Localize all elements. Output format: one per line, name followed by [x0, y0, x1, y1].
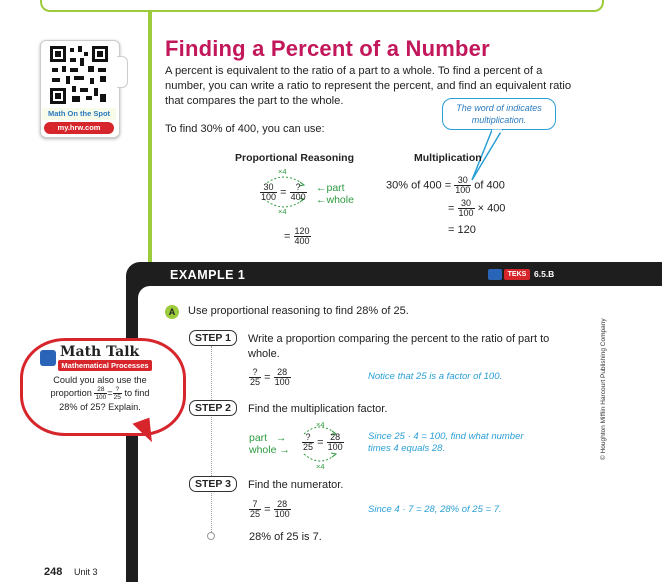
fraction: $\frac{30}{100}$ [261, 182, 277, 202]
callout-note: The word of indicates multiplication. [442, 98, 556, 130]
timeline-end-marker [207, 532, 215, 540]
part-a-marker: A [165, 305, 179, 319]
fraction: $\frac{7}{25}$ [250, 499, 261, 519]
times-bottom-label: ×4 [278, 207, 287, 216]
teks-badge: TEKS [504, 269, 530, 280]
math-talk-question: Could you also use the proportion $\frac{28}{100}$ = $\frac{?}{25}$ to find 28% of 25? Explain. [50, 375, 150, 412]
step-timeline [211, 346, 212, 536]
mult-line-1: 30% of 400 = $\frac{30}{100}$ of 400 [386, 175, 505, 195]
step-2-whole-label: whole → [249, 444, 290, 456]
proportion-equation: $\frac{30}{100}$ = $\frac{?}{400}$ [261, 182, 306, 202]
part-label: ←part [316, 182, 345, 194]
step-1-note: Notice that 25 is a factor of 100. [368, 371, 503, 382]
step-3-label: STEP 3 [189, 476, 237, 492]
times-top-label: ×4 [278, 167, 287, 176]
fraction: $\frac{?}{25}$ [113, 386, 121, 401]
proportional-heading: Proportional Reasoning [235, 152, 355, 164]
fraction: $\frac{120}{400}$ [294, 226, 310, 246]
fraction: $\frac{30}{100}$ [458, 198, 474, 218]
step-3-text: Find the numerator. [248, 479, 344, 491]
mult-line-2: = $\frac{30}{100}$ × 400 [448, 198, 506, 218]
margin-divider [148, 12, 152, 270]
math-talk-subtitle: Mathematical Processes [58, 360, 152, 371]
qr-card-tab [117, 56, 128, 88]
math-talk-title: Math Talk [60, 344, 140, 360]
fraction: $\frac{28}{100}$ [274, 367, 290, 387]
step-3-conclusion: 28% of 25 is 7. [249, 531, 322, 543]
mult-line-3: = 120 [448, 224, 476, 236]
fraction: $\frac{30}{100}$ [455, 175, 471, 195]
qr-code-icon[interactable] [48, 44, 110, 106]
fraction: $\frac{28}{100}$ [274, 499, 290, 519]
step-2-label: STEP 2 [189, 400, 237, 416]
step-2-note: Since 25 · 4 = 100, find what number times 4 equals 28. [368, 431, 524, 454]
step-2-times-bottom: ×4 [316, 462, 325, 471]
step-1-text: Write a proportion comparing the percent to the ratio of part to whole. [248, 333, 550, 360]
step-1-label: STEP 1 [189, 330, 237, 346]
multiplication-heading: Multiplication [414, 152, 482, 164]
intro-paragraph: A percent is equivalent to the ratio of a part to a whole. To find a percent of a number, you can write a ratio to represent the percent, and find an equivalent ratio that compares the part to the whole. [165, 65, 572, 107]
page-number: 248 [44, 566, 63, 578]
math-talk-icon [40, 350, 56, 366]
part-a-text: Use proportional reasoning to find 28% of 25. [188, 305, 409, 317]
fraction: $\frac{?}{25}$ [250, 367, 261, 387]
top-frame [40, 0, 604, 12]
to-find-text: To find 30% of 400, you can use: [165, 123, 325, 135]
fraction: $\frac{28}{100}$ [95, 386, 107, 401]
step-2-equation: $\frac{?}{25}$ = $\frac{28}{100}$ [303, 432, 343, 452]
copyright-notice: © Houghton Mifflin Harcourt Publishing Company [600, 318, 607, 460]
fraction: $\frac{28}{100}$ [327, 432, 343, 452]
fraction: $\frac{?}{400}$ [290, 182, 306, 202]
qr-caption: Math On the Spot [42, 108, 116, 120]
whole-label: ←whole [316, 194, 354, 206]
qr-link[interactable]: my.hrw.com [44, 122, 114, 134]
step-1-equation: $\frac{?}{25}$ = $\frac{28}{100}$ [250, 367, 290, 387]
texas-flag-icon [488, 269, 502, 280]
step-2-times-top: ×4 [316, 420, 325, 429]
step-2-part-label: part → [249, 432, 287, 444]
step-3-note: Since 4 · 7 = 28, 28% of 25 = 7. [368, 504, 502, 515]
unit-label: Unit 3 [74, 567, 98, 577]
example-label: EXAMPLE 1 [170, 268, 246, 282]
fraction: $\frac{?}{25}$ [303, 432, 314, 452]
page-title: Finding a Percent of a Number [165, 36, 490, 61]
teks-code: 6.5.B [534, 269, 555, 279]
proportion-result: = $\frac{120}{400}$ [284, 226, 310, 246]
example-panel-corner-mask [138, 286, 162, 310]
step-3-equation: $\frac{7}{25}$ = $\frac{28}{100}$ [250, 499, 290, 519]
step-2-text: Find the multiplication factor. [248, 403, 388, 415]
